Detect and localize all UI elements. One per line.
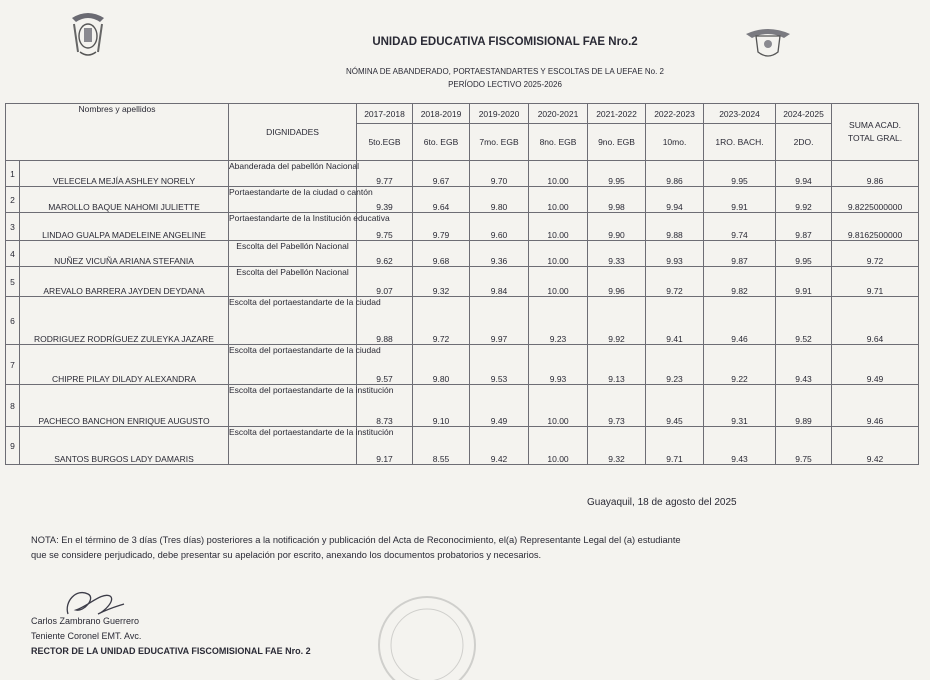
score-cell: 10.00 [529, 427, 588, 465]
student-name: RODRIGUEZ RODRÍGUEZ ZULEYKA JAZARE [20, 297, 229, 345]
score-cell: 9.75 [357, 213, 413, 241]
document-subtitle: NÓMINA DE ABANDERADO, PORTAESTANDARTES Y ESCOLTAS DE LA UEFAE No. 2 [345, 67, 665, 76]
score-cell: 10.00 [529, 385, 588, 427]
student-name: CHIPRE PILAY DILADY ALEXANDRA [20, 345, 229, 385]
score-cell: 9.32 [588, 427, 646, 465]
score-cell: 9.95 [704, 161, 776, 187]
score-cell: 9.80 [470, 187, 529, 213]
appeal-note [31, 533, 871, 563]
score-cell: 9.90 [588, 213, 646, 241]
score-cell: 9.45 [646, 385, 704, 427]
dignity-cell: Escolta del portaestandarte de la ciudad [229, 297, 357, 345]
score-cell: 9.68 [413, 241, 470, 267]
score-cell: 9.93 [529, 345, 588, 385]
table-row [6, 213, 919, 241]
score-cell: 9.39 [357, 187, 413, 213]
score-cell: 9.36 [470, 241, 529, 267]
grade-header: 8no. EGB [529, 124, 588, 161]
year-header: 2024-2025 [776, 104, 832, 124]
grade-header: 6to. EGB [413, 124, 470, 161]
year-header: 2023-2024 [704, 104, 776, 124]
score-cell: 10.00 [529, 267, 588, 297]
row-number: 6 [6, 297, 20, 345]
column-header-names: Nombres y apellidos [6, 104, 229, 161]
row-number: 3 [6, 213, 20, 241]
score-cell: 9.72 [646, 267, 704, 297]
score-cell: 9.93 [646, 241, 704, 267]
score-cell: 9.86 [646, 161, 704, 187]
student-name: AREVALO BARRERA JAYDEN DEYDANA [20, 267, 229, 297]
total-header-line1: SUMA ACAD. [849, 120, 901, 130]
score-cell: 9.95 [776, 241, 832, 267]
score-cell: 9.98 [588, 187, 646, 213]
row-number: 4 [6, 241, 20, 267]
score-cell: 9.72 [413, 297, 470, 345]
total-cell: 9.71 [832, 267, 919, 297]
dignity-cell: Escolta del Pabellón Nacional [229, 241, 357, 267]
table-row [6, 187, 919, 213]
row-number: 8 [6, 385, 20, 427]
score-cell: 9.31 [704, 385, 776, 427]
score-cell: 9.73 [588, 385, 646, 427]
grade-header: 2DO. [776, 124, 832, 161]
score-cell: 9.22 [704, 345, 776, 385]
score-cell: 9.79 [413, 213, 470, 241]
date-line: Guayaquil, 18 de agosto del 2025 [587, 497, 737, 508]
score-cell: 9.62 [357, 241, 413, 267]
grade-header: 9no. EGB [588, 124, 646, 161]
score-cell: 9.71 [646, 427, 704, 465]
total-header-line2: TOTAL GRAL. [847, 133, 903, 143]
table-row [6, 385, 919, 427]
score-cell: 9.92 [776, 187, 832, 213]
dignity-cell: Escolta del Pabellón Nacional [229, 267, 357, 297]
score-cell: 9.94 [776, 161, 832, 187]
student-name: SANTOS BURGOS LADY DAMARIS [20, 427, 229, 465]
score-cell: 9.91 [704, 187, 776, 213]
year-header: 2020-2021 [529, 104, 588, 124]
student-name: NUÑEZ VICUÑA ARIANA STEFANIA [20, 241, 229, 267]
score-cell: 9.75 [776, 427, 832, 465]
score-cell: 9.23 [529, 297, 588, 345]
score-cell: 10.00 [529, 187, 588, 213]
dignity-cell: Abanderada del pabellón Nacional [229, 161, 357, 187]
score-cell: 9.77 [357, 161, 413, 187]
student-name: VELECELA MEJÍA ASHLEY NORELY [20, 161, 229, 187]
score-cell: 9.82 [704, 267, 776, 297]
table-row [6, 427, 919, 465]
year-header: 2022-2023 [646, 104, 704, 124]
official-seal-icon [372, 590, 482, 680]
score-cell: 9.13 [588, 345, 646, 385]
score-cell: 9.80 [413, 345, 470, 385]
score-cell: 9.10 [413, 385, 470, 427]
grade-header: 5to.EGB [357, 124, 413, 161]
table-row [6, 345, 919, 385]
year-header: 2019-2020 [470, 104, 529, 124]
year-header: 2018-2019 [413, 104, 470, 124]
handwritten-signature-icon [58, 584, 128, 620]
appeal-note-line: NOTA: En el término de 3 días (Tres días) posteriores a la notificación y publicación del Acta de Reconocimiento, el(a) Representante Legal del (a) estudiante [31, 535, 681, 545]
score-cell: 8.55 [413, 427, 470, 465]
score-cell: 9.60 [470, 213, 529, 241]
total-cell: 9.8162500000 [832, 213, 919, 241]
dignity-cell: Portaestandarte de la ciudad o cantón [229, 187, 357, 213]
total-cell: 9.42 [832, 427, 919, 465]
score-cell: 9.96 [588, 267, 646, 297]
table-row [6, 161, 919, 187]
student-name: PACHECO BANCHON ENRIQUE AUGUSTO [20, 385, 229, 427]
score-cell: 9.92 [588, 297, 646, 345]
score-cell: 9.94 [646, 187, 704, 213]
signatory-name: Carlos Zambrano Guerrero [31, 616, 140, 626]
score-cell: 9.67 [413, 161, 470, 187]
score-cell: 10.00 [529, 213, 588, 241]
score-cell: 9.23 [646, 345, 704, 385]
honors-table-body [6, 161, 919, 465]
table-row [6, 267, 919, 297]
table-row [6, 297, 919, 345]
total-cell: 9.49 [832, 345, 919, 385]
signatory-rank: Teniente Coronel EMT. Avc. [31, 631, 142, 641]
school-period: PERÍODO LECTIVO 2025-2026 [448, 80, 562, 89]
grade-header: 7mo. EGB [470, 124, 529, 161]
student-name: LINDAO GUALPA MADELEINE ANGELINE [20, 213, 229, 241]
row-number: 2 [6, 187, 20, 213]
honors-table [5, 103, 919, 465]
score-cell: 9.52 [776, 297, 832, 345]
score-cell: 9.74 [704, 213, 776, 241]
score-cell: 9.87 [704, 241, 776, 267]
score-cell: 9.88 [646, 213, 704, 241]
row-number: 5 [6, 267, 20, 297]
table-row [6, 241, 919, 267]
dignity-cell: Escolta del portaestandarte de la ciudad [229, 345, 357, 385]
ecuador-coat-of-arms-icon [68, 8, 108, 60]
appeal-note-line: que se considere perjudicado, debe presentar su apelación por escrito, anexando los documentos probatorios y necesarios. [31, 550, 542, 560]
score-cell: 10.00 [529, 161, 588, 187]
score-cell: 9.17 [357, 427, 413, 465]
score-cell: 9.49 [470, 385, 529, 427]
score-cell: 9.53 [470, 345, 529, 385]
student-name: MAROLLO BAQUE NAHOMI JULIETTE [20, 187, 229, 213]
score-cell: 9.87 [776, 213, 832, 241]
score-cell: 9.97 [470, 297, 529, 345]
score-cell: 9.07 [357, 267, 413, 297]
score-cell: 9.84 [470, 267, 529, 297]
dignity-cell: Escolta del portaestandarte de la institución [229, 427, 357, 465]
signatory-title: RECTOR DE LA UNIDAD EDUCATIVA FISCOMISIONAL FAE Nro. 2 [31, 646, 311, 656]
row-number: 7 [6, 345, 20, 385]
score-cell: 9.43 [704, 427, 776, 465]
score-cell: 9.33 [588, 241, 646, 267]
score-cell: 10.00 [529, 241, 588, 267]
score-cell: 9.42 [470, 427, 529, 465]
score-cell: 9.64 [413, 187, 470, 213]
score-cell: 9.70 [470, 161, 529, 187]
total-cell: 9.46 [832, 385, 919, 427]
row-number: 9 [6, 427, 20, 465]
score-cell: 9.41 [646, 297, 704, 345]
score-cell: 9.88 [357, 297, 413, 345]
row-number: 1 [6, 161, 20, 187]
score-cell: 9.46 [704, 297, 776, 345]
score-cell: 9.57 [357, 345, 413, 385]
total-cell: 9.64 [832, 297, 919, 345]
score-cell: 9.32 [413, 267, 470, 297]
year-header: 2021-2022 [588, 104, 646, 124]
score-cell: 9.95 [588, 161, 646, 187]
score-cell: 9.91 [776, 267, 832, 297]
dignity-cell: Escolta del portaestandarte de la institución [229, 385, 357, 427]
dignity-cell: Portaestandarte de la Institución educativa [229, 213, 357, 241]
institution-title: UNIDAD EDUCATIVA FISCOMISIONAL FAE Nro.2 [372, 36, 638, 48]
score-cell: 9.89 [776, 385, 832, 427]
total-cell: 9.72 [832, 241, 919, 267]
year-header: 2017-2018 [357, 104, 413, 124]
score-cell: 8.73 [357, 385, 413, 427]
grade-header: 1RO. BACH. [704, 124, 776, 161]
grade-header: 10mo. [646, 124, 704, 161]
column-header-dignities: DIGNIDADES [229, 104, 357, 161]
column-header-total [832, 104, 919, 161]
total-cell: 9.86 [832, 161, 919, 187]
score-cell: 9.43 [776, 345, 832, 385]
total-cell: 9.8225000000 [832, 187, 919, 213]
